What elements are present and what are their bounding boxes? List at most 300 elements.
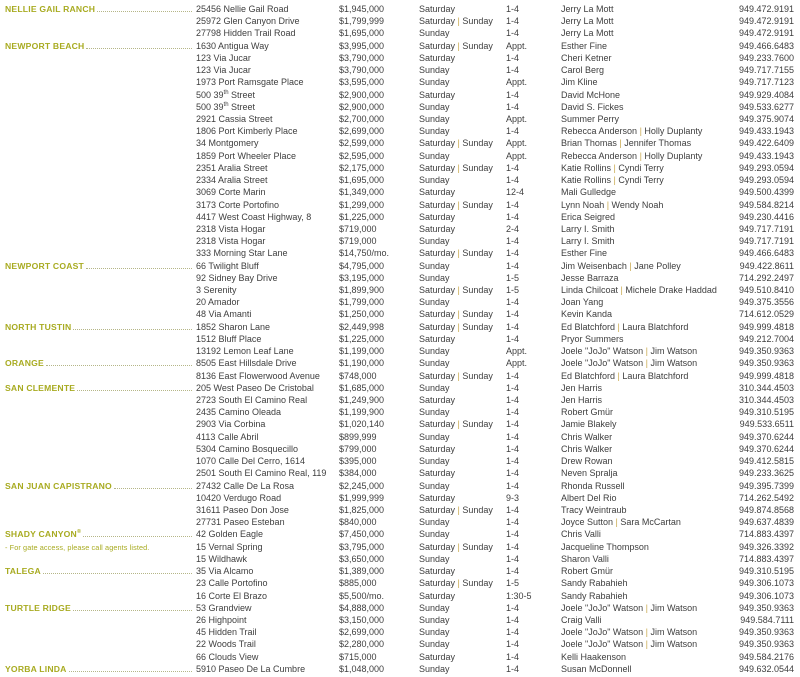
listing-price: $4,795,000 bbox=[339, 260, 385, 271]
agent-phone: 949.310.5195 bbox=[738, 407, 794, 418]
listing-price: $3,790,000 bbox=[339, 65, 385, 76]
open-house-time: 1-4 bbox=[506, 541, 520, 552]
listing-agents bbox=[561, 76, 730, 88]
agent-name: Cyndi Terry bbox=[618, 175, 664, 186]
listing-agents bbox=[561, 52, 730, 64]
agent-phone: 949.375.3556 bbox=[738, 297, 794, 308]
open-house-day: Saturday bbox=[419, 40, 456, 51]
neighborhood-cell bbox=[0, 528, 196, 540]
listing-row bbox=[0, 614, 800, 626]
listing-address: 1806 Port Kimberly Place bbox=[196, 126, 298, 137]
list-separator: | bbox=[645, 346, 648, 357]
open-house-day: Saturday bbox=[419, 321, 456, 332]
agent-name: Esther Fine bbox=[561, 40, 608, 51]
list-separator: | bbox=[645, 602, 648, 613]
list-separator: | bbox=[457, 285, 460, 296]
agent-name: Jim Watson bbox=[650, 358, 698, 369]
open-house-days bbox=[419, 186, 506, 198]
listing-agents bbox=[561, 247, 730, 259]
listing-price: $899,999 bbox=[339, 431, 377, 442]
open-house-day: Sunday bbox=[462, 321, 493, 332]
open-house-day: Saturday bbox=[419, 223, 456, 234]
listing-address: 2903 Via Corbina bbox=[196, 419, 266, 430]
agent-name: Jen Harris bbox=[561, 382, 603, 393]
dot-leader bbox=[77, 389, 192, 391]
listing-price: $840,000 bbox=[339, 517, 377, 528]
agent-name: Jim Watson bbox=[650, 639, 698, 650]
agent-phone: 949.310.5195 bbox=[738, 566, 794, 577]
open-house-days bbox=[419, 113, 506, 125]
open-house-time: 1-4 bbox=[506, 468, 520, 479]
listing-price: $715,000 bbox=[339, 651, 377, 662]
agent-phone: 949.874.8568 bbox=[738, 504, 794, 515]
dot-leader bbox=[86, 267, 192, 269]
listing-address: 53 Grandview bbox=[196, 602, 252, 613]
listing-row bbox=[0, 382, 800, 394]
listing-row bbox=[0, 247, 800, 259]
listing-row bbox=[0, 52, 800, 64]
open-house-day: Saturday bbox=[419, 4, 456, 14]
listing-row bbox=[0, 626, 800, 638]
list-separator: | bbox=[645, 627, 648, 638]
agent-name: Jesse Barraza bbox=[561, 272, 619, 283]
listing-address: 123 Via Jucar bbox=[196, 52, 251, 63]
agent-name: Sandy Rabahieh bbox=[561, 578, 628, 589]
open-house-day: Sunday bbox=[419, 382, 450, 393]
listing-row bbox=[0, 577, 800, 589]
agent-name: Sandy Rabahieh bbox=[561, 590, 628, 601]
listing-address: 13192 Lemon Leaf Lane bbox=[196, 346, 294, 357]
open-house-days bbox=[419, 345, 506, 357]
listing-agents bbox=[561, 211, 730, 223]
listing-address: 2723 South El Camino Real bbox=[196, 395, 308, 405]
listing-price: $2,900,000 bbox=[339, 101, 385, 112]
listing-agents bbox=[561, 15, 730, 27]
agent-name: David McHone bbox=[561, 89, 621, 100]
open-house-time: 1-4 bbox=[506, 480, 520, 491]
agent-name: Sara McCartan bbox=[620, 517, 681, 528]
agent-name: Ed Blatchford bbox=[561, 370, 616, 381]
listing-price: $719,000 bbox=[339, 223, 377, 234]
listing-price: $14,750/mo. bbox=[339, 248, 390, 259]
listing-address: 1630 Antigua Way bbox=[196, 40, 269, 51]
list-separator: | bbox=[457, 370, 460, 381]
agent-name: Wendy Noah bbox=[611, 199, 664, 210]
open-house-time: 1-4 bbox=[506, 333, 520, 344]
listing-price: $1,799,999 bbox=[339, 16, 385, 27]
agent-name: Jen Harris bbox=[561, 395, 603, 405]
open-house-day: Saturday bbox=[419, 443, 456, 454]
open-house-day: Sunday bbox=[419, 517, 450, 528]
open-house-day: Sunday bbox=[419, 358, 450, 369]
open-house-days bbox=[419, 125, 506, 137]
listing-price: $3,195,000 bbox=[339, 272, 385, 283]
dot-leader bbox=[114, 487, 192, 489]
listing-row bbox=[0, 443, 800, 455]
listing-row bbox=[0, 590, 800, 602]
open-house-days bbox=[419, 3, 506, 15]
listing-row bbox=[0, 162, 800, 174]
list-separator: | bbox=[457, 419, 460, 430]
open-house-day: Saturday bbox=[419, 541, 456, 552]
open-house-day: Sunday bbox=[462, 370, 493, 381]
agent-name: Albert Del Rio bbox=[561, 492, 617, 503]
open-house-day: Sunday bbox=[419, 272, 450, 283]
open-house-day: Sunday bbox=[419, 407, 450, 418]
open-house-day: Saturday bbox=[419, 52, 456, 63]
listing-row bbox=[0, 553, 800, 565]
listing-address: 1973 Port Ramsgate Place bbox=[196, 77, 304, 88]
open-house-day: Sunday bbox=[419, 101, 450, 112]
listing-agents bbox=[561, 162, 730, 174]
listing-row bbox=[0, 272, 800, 284]
listing-row bbox=[0, 357, 800, 369]
agent-phone: 949.632.0544 bbox=[738, 663, 794, 674]
listing-agents bbox=[561, 101, 730, 113]
listing-agents bbox=[561, 590, 730, 602]
neighborhood-note: - For gate access, please call agents listed. bbox=[5, 542, 150, 552]
open-house-time: 1-5 bbox=[506, 285, 520, 296]
listing-address: 333 Morning Star Lane bbox=[196, 248, 288, 259]
agent-phone: 949.466.6483 bbox=[738, 248, 794, 259]
open-house-days bbox=[419, 651, 506, 663]
agent-phone: 949.412.5815 bbox=[738, 456, 794, 467]
agent-name: Ed Blatchford bbox=[561, 321, 616, 332]
open-house-days bbox=[419, 504, 506, 516]
listing-address: 5910 Paseo De La Cumbre bbox=[196, 663, 306, 674]
neighborhood-cell bbox=[0, 40, 196, 52]
listing-agents bbox=[561, 455, 730, 467]
listing-row bbox=[0, 260, 800, 272]
listing-agents bbox=[561, 308, 730, 320]
open-house-days bbox=[419, 443, 506, 455]
listing-price: $2,700,000 bbox=[339, 113, 385, 124]
open-house-day: Sunday bbox=[462, 199, 493, 210]
listing-address: 92 Sidney Bay Drive bbox=[196, 272, 278, 283]
listing-agents bbox=[561, 199, 730, 211]
open-house-time: 1-4 bbox=[506, 199, 520, 210]
listing-address: 27731 Paseo Esteban bbox=[196, 517, 285, 528]
open-house-days bbox=[419, 284, 506, 296]
open-house-day: Saturday bbox=[419, 333, 456, 344]
open-house-day: Sunday bbox=[462, 248, 493, 259]
listing-address: 4417 West Coast Highway, 8 bbox=[196, 211, 312, 222]
listing-row bbox=[0, 602, 800, 614]
open-house-day: Sunday bbox=[419, 480, 450, 491]
neighborhood-cell bbox=[0, 480, 196, 492]
agent-phone: 949.233.7600 bbox=[738, 52, 794, 63]
listing-row bbox=[0, 199, 800, 211]
listing-row bbox=[0, 528, 800, 540]
listing-agents bbox=[561, 272, 730, 284]
agent-phone: 949.584.8214 bbox=[738, 199, 794, 210]
agent-name: Jim Watson bbox=[650, 602, 698, 613]
listing-row bbox=[0, 186, 800, 198]
agent-phone: 949.350.9363 bbox=[738, 346, 794, 357]
open-house-time: Appt. bbox=[506, 346, 528, 357]
listing-price: $2,245,000 bbox=[339, 480, 385, 491]
agent-name: Larry I. Smith bbox=[561, 223, 615, 234]
listing-address: 1859 Port Wheeler Place bbox=[196, 150, 297, 161]
listing-price: $1,825,000 bbox=[339, 504, 385, 515]
agent-name: Esther Fine bbox=[561, 248, 608, 259]
open-house-time: 1-4 bbox=[506, 395, 520, 405]
open-house-days bbox=[419, 321, 506, 333]
listing-row bbox=[0, 418, 800, 430]
open-house-days bbox=[419, 247, 506, 259]
open-house-days bbox=[419, 64, 506, 76]
open-house-day: Sunday bbox=[462, 285, 493, 296]
listing-agents bbox=[561, 345, 730, 357]
agent-name: Lynn Noah bbox=[561, 199, 605, 210]
listing-price: $2,599,000 bbox=[339, 138, 385, 149]
agent-phone: 949.350.9363 bbox=[738, 358, 794, 369]
listing-price: $3,995,000 bbox=[339, 40, 385, 51]
listing-price: $1,250,000 bbox=[339, 309, 385, 320]
list-separator: | bbox=[645, 358, 648, 369]
listing-agents bbox=[561, 260, 730, 272]
listing-row bbox=[0, 40, 800, 52]
listing-address: 8505 East Hillsdale Drive bbox=[196, 358, 297, 369]
listing-address: 27432 Calle De La Rosa bbox=[196, 480, 295, 491]
listing-price: $3,795,000 bbox=[339, 541, 385, 552]
open-house-days bbox=[419, 590, 506, 602]
list-separator: | bbox=[457, 541, 460, 552]
open-house-time: 1-4 bbox=[506, 614, 520, 625]
agent-phone: 714.262.5492 bbox=[738, 492, 794, 503]
listing-price: $2,699,000 bbox=[339, 126, 385, 137]
listing-row bbox=[0, 308, 800, 320]
agent-phone: 310.344.4503 bbox=[738, 382, 794, 393]
listing-agents bbox=[561, 137, 730, 149]
listing-address: 123 Via Jucar bbox=[196, 65, 251, 76]
listing-agents bbox=[561, 443, 730, 455]
open-house-day: Saturday bbox=[419, 468, 456, 479]
list-separator: | bbox=[457, 40, 460, 51]
listing-price: $7,450,000 bbox=[339, 529, 385, 540]
agent-phone: 949.584.2176 bbox=[738, 651, 794, 662]
agent-name: Cyndi Terry bbox=[618, 162, 664, 173]
listing-agents bbox=[561, 504, 730, 516]
listing-row bbox=[0, 370, 800, 382]
list-separator: | bbox=[457, 504, 460, 515]
agent-name: Neven Spralja bbox=[561, 468, 618, 479]
neighborhood-cell bbox=[0, 382, 196, 394]
listing-address: 25972 Glen Canyon Drive bbox=[196, 16, 300, 27]
agent-name: Michele Drake Haddad bbox=[625, 285, 717, 296]
listing-price: $395,000 bbox=[339, 456, 377, 467]
open-house-day: Sunday bbox=[462, 16, 493, 27]
listing-address: 1070 Calle Del Cerro, 1614 bbox=[196, 456, 306, 467]
agent-name: Mali Gulledge bbox=[561, 187, 617, 198]
open-house-days bbox=[419, 27, 506, 39]
open-house-days bbox=[419, 150, 506, 162]
list-separator: | bbox=[645, 639, 648, 650]
listing-row bbox=[0, 27, 800, 39]
agent-phone: 949.422.6409 bbox=[738, 138, 794, 149]
agent-name: Jim Kline bbox=[561, 77, 598, 88]
open-house-day: Saturday bbox=[419, 651, 456, 662]
open-house-day: Sunday bbox=[419, 602, 450, 613]
agent-name: Drew Rowan bbox=[561, 456, 613, 467]
listing-address: 2318 Vista Hogar bbox=[196, 223, 266, 234]
listing-address: 25456 Nellie Gail Road bbox=[196, 4, 289, 14]
agent-name: Jennifer Thomas bbox=[624, 138, 692, 149]
agent-phone: 949.375.9074 bbox=[738, 113, 794, 124]
open-house-days bbox=[419, 516, 506, 528]
neighborhood-cell bbox=[0, 602, 196, 614]
agent-name: Joele "JoJo" Watson bbox=[561, 602, 644, 613]
listing-price: $1,299,000 bbox=[339, 199, 385, 210]
open-house-days bbox=[419, 528, 506, 540]
listing-price: $1,048,000 bbox=[339, 663, 385, 674]
open-house-day: Sunday bbox=[419, 346, 450, 357]
listing-agents bbox=[561, 357, 730, 369]
neighborhood-label: TURTLE RIDGE bbox=[5, 602, 71, 613]
agent-name: Sharon Valli bbox=[561, 553, 609, 564]
neighborhood-cell bbox=[0, 321, 196, 333]
open-house-time: 1-4 bbox=[506, 65, 520, 76]
open-house-day: Sunday bbox=[462, 40, 493, 51]
listing-row bbox=[0, 651, 800, 663]
open-house-time: 2-4 bbox=[506, 223, 520, 234]
open-house-time: 1-4 bbox=[506, 297, 520, 308]
agent-name: Chris Walker bbox=[561, 443, 613, 454]
agent-phone: 949.717.7155 bbox=[738, 65, 794, 76]
listing-address: 205 West Paseo De Cristobal bbox=[196, 382, 314, 393]
list-separator: | bbox=[617, 370, 620, 381]
neighborhood-label: SAN CLEMENTE bbox=[5, 382, 76, 393]
open-house-time: 1-4 bbox=[506, 456, 520, 467]
listing-price: $1,685,000 bbox=[339, 382, 385, 393]
listing-row bbox=[0, 431, 800, 443]
listing-row bbox=[0, 516, 800, 528]
listing-address: 3173 Corte Portofino bbox=[196, 199, 280, 210]
list-separator: | bbox=[619, 138, 622, 149]
agent-phone: 949.433.1943 bbox=[738, 150, 794, 161]
open-house-days bbox=[419, 223, 506, 235]
agent-phone: 949.717.7123 bbox=[738, 77, 794, 88]
open-house-time: 1-4 bbox=[506, 370, 520, 381]
agent-name: Larry I. Smith bbox=[561, 236, 615, 247]
listing-price: $3,650,000 bbox=[339, 553, 385, 564]
open-house-time: 1:30-5 bbox=[506, 590, 532, 601]
listing-address: 20 Amador bbox=[196, 297, 240, 308]
open-house-days bbox=[419, 52, 506, 64]
listing-row bbox=[0, 125, 800, 137]
list-separator: | bbox=[606, 199, 610, 210]
listing-agents bbox=[561, 89, 730, 101]
open-house-days bbox=[419, 370, 506, 382]
agent-name: Jane Polley bbox=[634, 260, 681, 271]
open-house-time: Appt. bbox=[506, 150, 528, 161]
neighborhood-cell bbox=[0, 663, 196, 675]
agent-phone: 949.370.6244 bbox=[738, 431, 794, 442]
dot-leader bbox=[86, 47, 192, 49]
agent-name: Robert Gmür bbox=[561, 407, 614, 418]
listing-address: 3 Serenity bbox=[196, 285, 237, 296]
listing-agents bbox=[561, 516, 730, 528]
agent-name: Jerry La Mott bbox=[561, 4, 614, 14]
open-house-time: 1-4 bbox=[506, 382, 520, 393]
agent-phone: 949.233.3625 bbox=[738, 468, 794, 479]
listing-address: 2435 Camino Oleada bbox=[196, 407, 282, 418]
agent-name: Laura Blatchford bbox=[622, 321, 689, 332]
agent-phone: 714.883.4397 bbox=[738, 529, 794, 540]
agent-phone: 949.466.6483 bbox=[738, 40, 794, 51]
open-house-day: Sunday bbox=[419, 28, 450, 39]
dot-leader bbox=[83, 535, 192, 537]
agent-name: Jim Watson bbox=[650, 627, 698, 638]
listing-price: $1,249,900 bbox=[339, 395, 385, 405]
dot-leader bbox=[73, 609, 192, 611]
listing-agents bbox=[561, 27, 730, 39]
agent-name: Holly Duplanty bbox=[644, 126, 703, 137]
neighborhood-cell bbox=[0, 565, 196, 577]
open-house-day: Sunday bbox=[419, 529, 450, 540]
open-house-days bbox=[419, 492, 506, 504]
list-separator: | bbox=[457, 199, 460, 210]
open-house-days bbox=[419, 626, 506, 638]
listing-price: $885,000 bbox=[339, 578, 377, 589]
neighborhood-label: ORANGE bbox=[5, 358, 44, 369]
listing-address: 27798 Hidden Trail Road bbox=[196, 28, 296, 39]
agent-name: Chris Walker bbox=[561, 431, 613, 442]
open-house-day: Sunday bbox=[462, 541, 493, 552]
agent-name: Jamie Blakely bbox=[561, 419, 617, 430]
list-separator: | bbox=[620, 285, 623, 296]
agent-phone: 714.612.0529 bbox=[738, 309, 794, 320]
listing-agents bbox=[561, 565, 730, 577]
listing-agents bbox=[561, 40, 730, 52]
listing-agents bbox=[561, 614, 730, 626]
listing-agents bbox=[561, 638, 730, 650]
open-house-time: 1-4 bbox=[506, 529, 520, 540]
neighborhood-label: NEWPORT BEACH bbox=[5, 40, 85, 51]
listing-row bbox=[0, 284, 800, 296]
dot-leader bbox=[46, 364, 192, 366]
open-house-day: Sunday bbox=[419, 627, 450, 638]
listing-price: $1,225,000 bbox=[339, 333, 385, 344]
listing-agents bbox=[561, 480, 730, 492]
open-house-day: Sunday bbox=[419, 614, 450, 625]
listing-address: 26 Highpoint bbox=[196, 614, 247, 625]
listing-agents bbox=[561, 528, 730, 540]
open-house-days bbox=[419, 296, 506, 308]
listing-row bbox=[0, 565, 800, 577]
open-house-time: 1-4 bbox=[506, 431, 520, 442]
listing-price: $2,449,998 bbox=[339, 321, 385, 332]
open-house-day: Sunday bbox=[419, 663, 450, 674]
agent-phone: 949.472.9191 bbox=[738, 28, 794, 39]
agent-name: Kelli Haakenson bbox=[561, 651, 627, 662]
listing-agents bbox=[561, 467, 730, 479]
neighborhood-cell bbox=[0, 542, 196, 554]
agent-name: Robert Gmür bbox=[561, 566, 614, 577]
neighborhood-cell bbox=[0, 357, 196, 369]
listing-row bbox=[0, 211, 800, 223]
agent-phone: 949.326.3392 bbox=[738, 541, 794, 552]
open-house-days bbox=[419, 76, 506, 88]
agent-name: Joele "JoJo" Watson bbox=[561, 358, 644, 369]
neighborhood-label: TALEGA bbox=[5, 566, 41, 577]
listing-address: 2318 Vista Hogar bbox=[196, 236, 266, 247]
list-separator: | bbox=[457, 138, 460, 149]
listing-address: 34 Montgomery bbox=[196, 138, 259, 149]
agent-name: Cheri Ketner bbox=[561, 52, 612, 63]
open-house-time: 1-4 bbox=[506, 553, 520, 564]
listing-agents bbox=[561, 333, 730, 345]
